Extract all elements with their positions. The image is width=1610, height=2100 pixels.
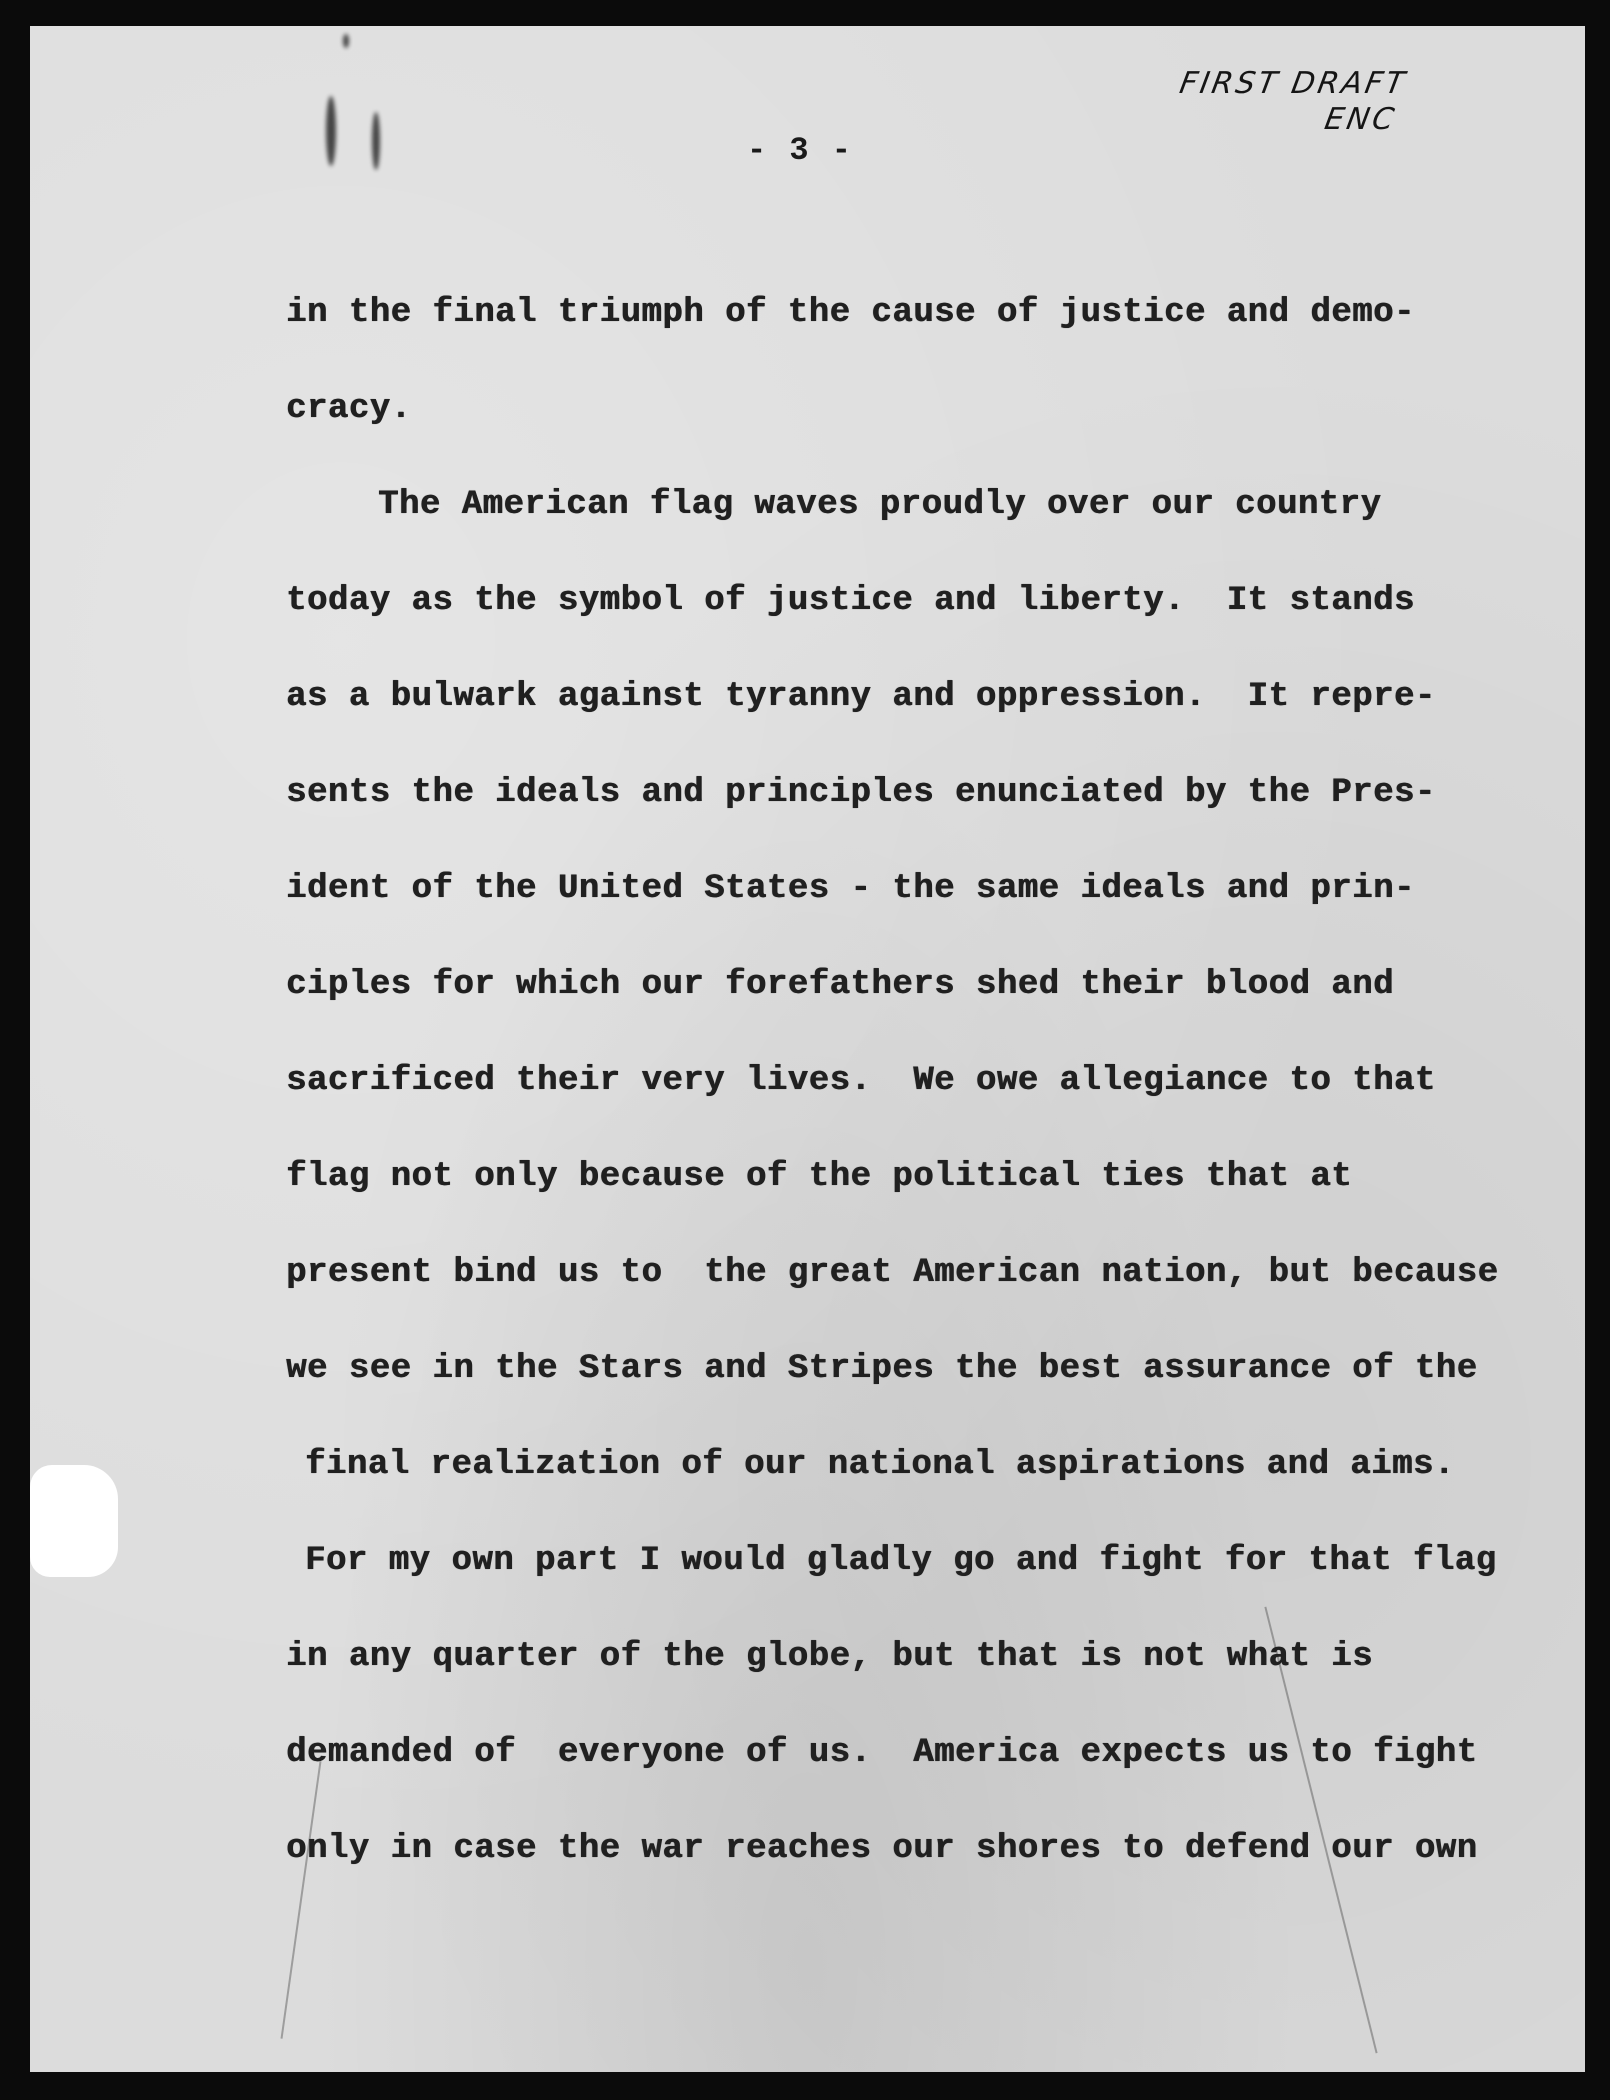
text-line: in any quarter of the globe, but that is not what is <box>286 1638 1373 1676</box>
text-line: cracy. <box>286 390 412 428</box>
handwritten-annotation-line2: ENC <box>1321 102 1400 137</box>
text-line: demanded of everyone of us. America expects us to fight <box>286 1734 1478 1772</box>
text-line: The American flag waves proudly over our country <box>378 486 1382 524</box>
text-line: sents the ideals and principles enunciated by the Pres- <box>286 774 1436 812</box>
ink-smudge <box>343 34 349 48</box>
text-line: final realization of our national aspirations and aims. <box>305 1446 1455 1484</box>
text-line: today as the symbol of justice and liberty. It stands <box>286 582 1415 620</box>
text-line: as a bulwark against tyranny and oppression. It repre- <box>286 678 1436 716</box>
text-line: sacrificed their very lives. We owe allegiance to that <box>286 1062 1436 1100</box>
text-line: only in case the war reaches our shores to defend our own <box>286 1830 1478 1868</box>
text-line: in the final triumph of the cause of justice and demo- <box>286 294 1415 332</box>
text-line: we see in the Stars and Stripes the best assurance of the <box>286 1350 1478 1388</box>
text-line: flag not only because of the political ties that at <box>286 1158 1353 1196</box>
handwritten-annotation-line1: FIRST DRAFT <box>1176 66 1410 101</box>
text-line: ident of the United States - the same ideals and prin- <box>286 870 1415 908</box>
text-line: For my own part I would gladly go and fight for that flag <box>305 1542 1497 1580</box>
text-line: ciples for which our forefathers shed their blood and <box>286 966 1394 1004</box>
text-line: present bind us to the great American nation, but because <box>286 1254 1499 1292</box>
scan-glare-spot <box>30 1465 118 1577</box>
ink-smudge <box>326 96 336 166</box>
page-number: - 3 - <box>746 132 853 169</box>
ink-smudge <box>372 112 380 170</box>
